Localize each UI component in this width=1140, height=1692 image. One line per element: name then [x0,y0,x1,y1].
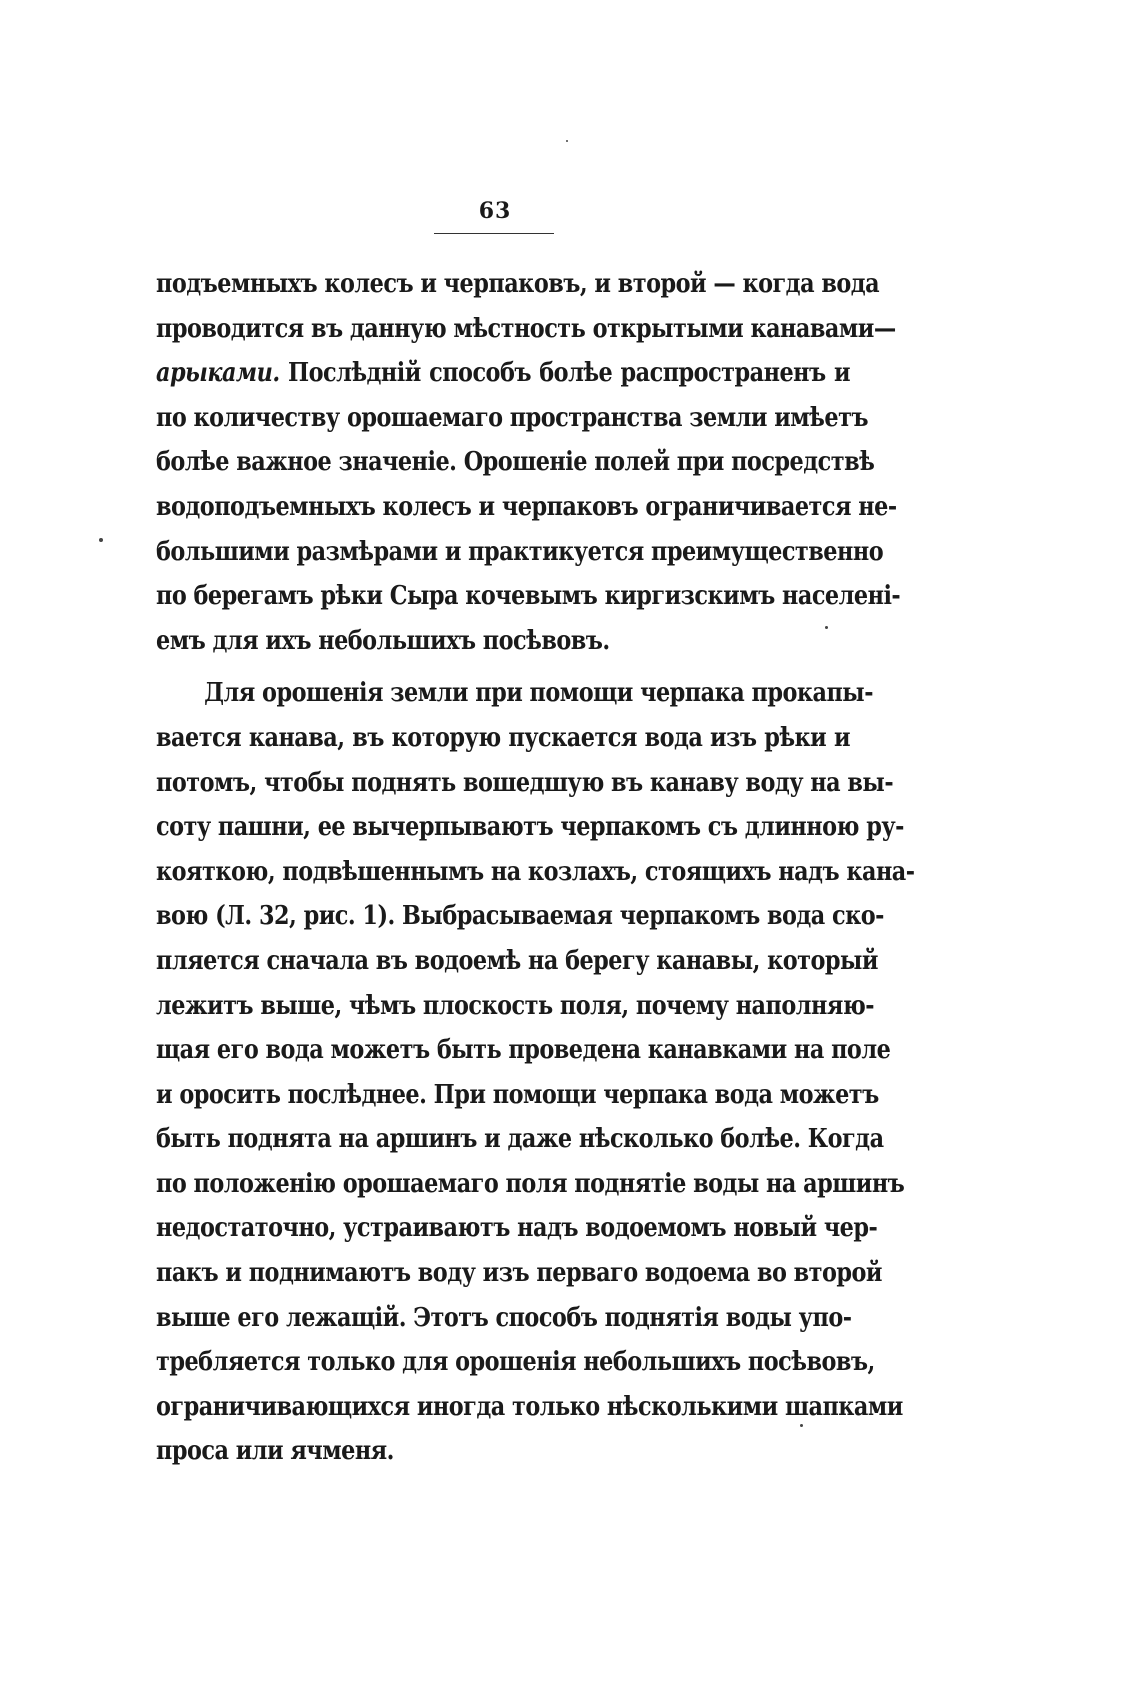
text-line: проводится въ данную мѣстность открытыми канавами— [156,313,896,344]
text-line: быть поднята на аршинъ и даже нѣсколько болѣе. Когда [156,1124,884,1155]
text-line: кояткою, подвѣшеннымъ на козлахъ, стоящихъ надъ кана- [156,856,915,887]
text-line: щая его вода можетъ быть проведена канавками на поле [156,1035,891,1066]
text-line: водоподъемныхъ колесъ и черпаковъ ограничивается не- [156,491,897,522]
scan-speck [566,140,568,142]
paragraph-gap [156,663,850,671]
text-line: потомъ, чтобы поднять вошедшую въ канаву воду на вы- [156,767,894,798]
page-number-container [430,198,560,224]
text-line: вается канава, въ которую пускается вода изъ рѣки и [156,722,851,753]
text-line: выше его лежащій. Этотъ способъ поднятія воды упо- [156,1302,852,1333]
text-line: вою (Л. 32, рис. 1). Выбрасываемая черпакомъ вода ско- [156,901,884,932]
page-number-rule [434,233,554,234]
scan-speck [800,1424,803,1427]
text-line: по количеству орошаемаго пространства земли имѣетъ [156,402,869,433]
text-line: лежитъ выше, чѣмъ плоскость поля, почему наполняю- [156,990,875,1021]
text-line: емъ для ихъ небольшихъ посѣвовъ. [156,625,610,656]
text-line: пляется сначала въ водоемѣ на берегу канавы, который [156,945,878,976]
scan-speck [99,538,103,542]
line-rest: Послѣдній способъ болѣе распространенъ и [279,358,851,389]
text-line: недостаточно, устраиваютъ надъ водоемомъ новый чер- [156,1213,878,1244]
text-line: по берегамъ рѣки Сыра кочевымъ киргизскимъ населені- [156,581,901,612]
text-line: по положенію орошаемаго поля поднятіе воды на аршинъ [156,1168,905,1199]
text-line: и оросить послѣднее. При помощи черпака вода можетъ [156,1079,879,1110]
paragraph [156,262,901,663]
text-line: Для орошенія земли при помощи черпака прокапы- [204,678,873,709]
page-number: 63 [478,198,512,224]
body-text [156,262,915,1474]
text-line [156,351,850,396]
text-line: пакъ и поднимаютъ воду изъ перваго водоема во второй [156,1258,883,1289]
text-line: проса или ячменя. [156,1436,394,1467]
scan-speck [825,626,828,629]
text-line: большими размѣрами и практикуется преимущественно [156,536,884,567]
paragraph [156,671,915,1474]
text-line: болѣе важное значеніе. Орошеніе полей при посредствѣ [156,447,875,478]
italic-term: арыками. [156,358,280,389]
text-line: соту пашни, ее вычерпываютъ черпакомъ съ длинною ру- [156,812,904,843]
text-line: требляется только для орошенія небольшихъ посѣвовъ, [156,1347,875,1378]
text-line: ограничивающихся иногда только нѣсколькими шапками [156,1391,903,1422]
text-line: подъемныхъ колесъ и черпаковъ, и второй — когда вода [156,269,880,299]
